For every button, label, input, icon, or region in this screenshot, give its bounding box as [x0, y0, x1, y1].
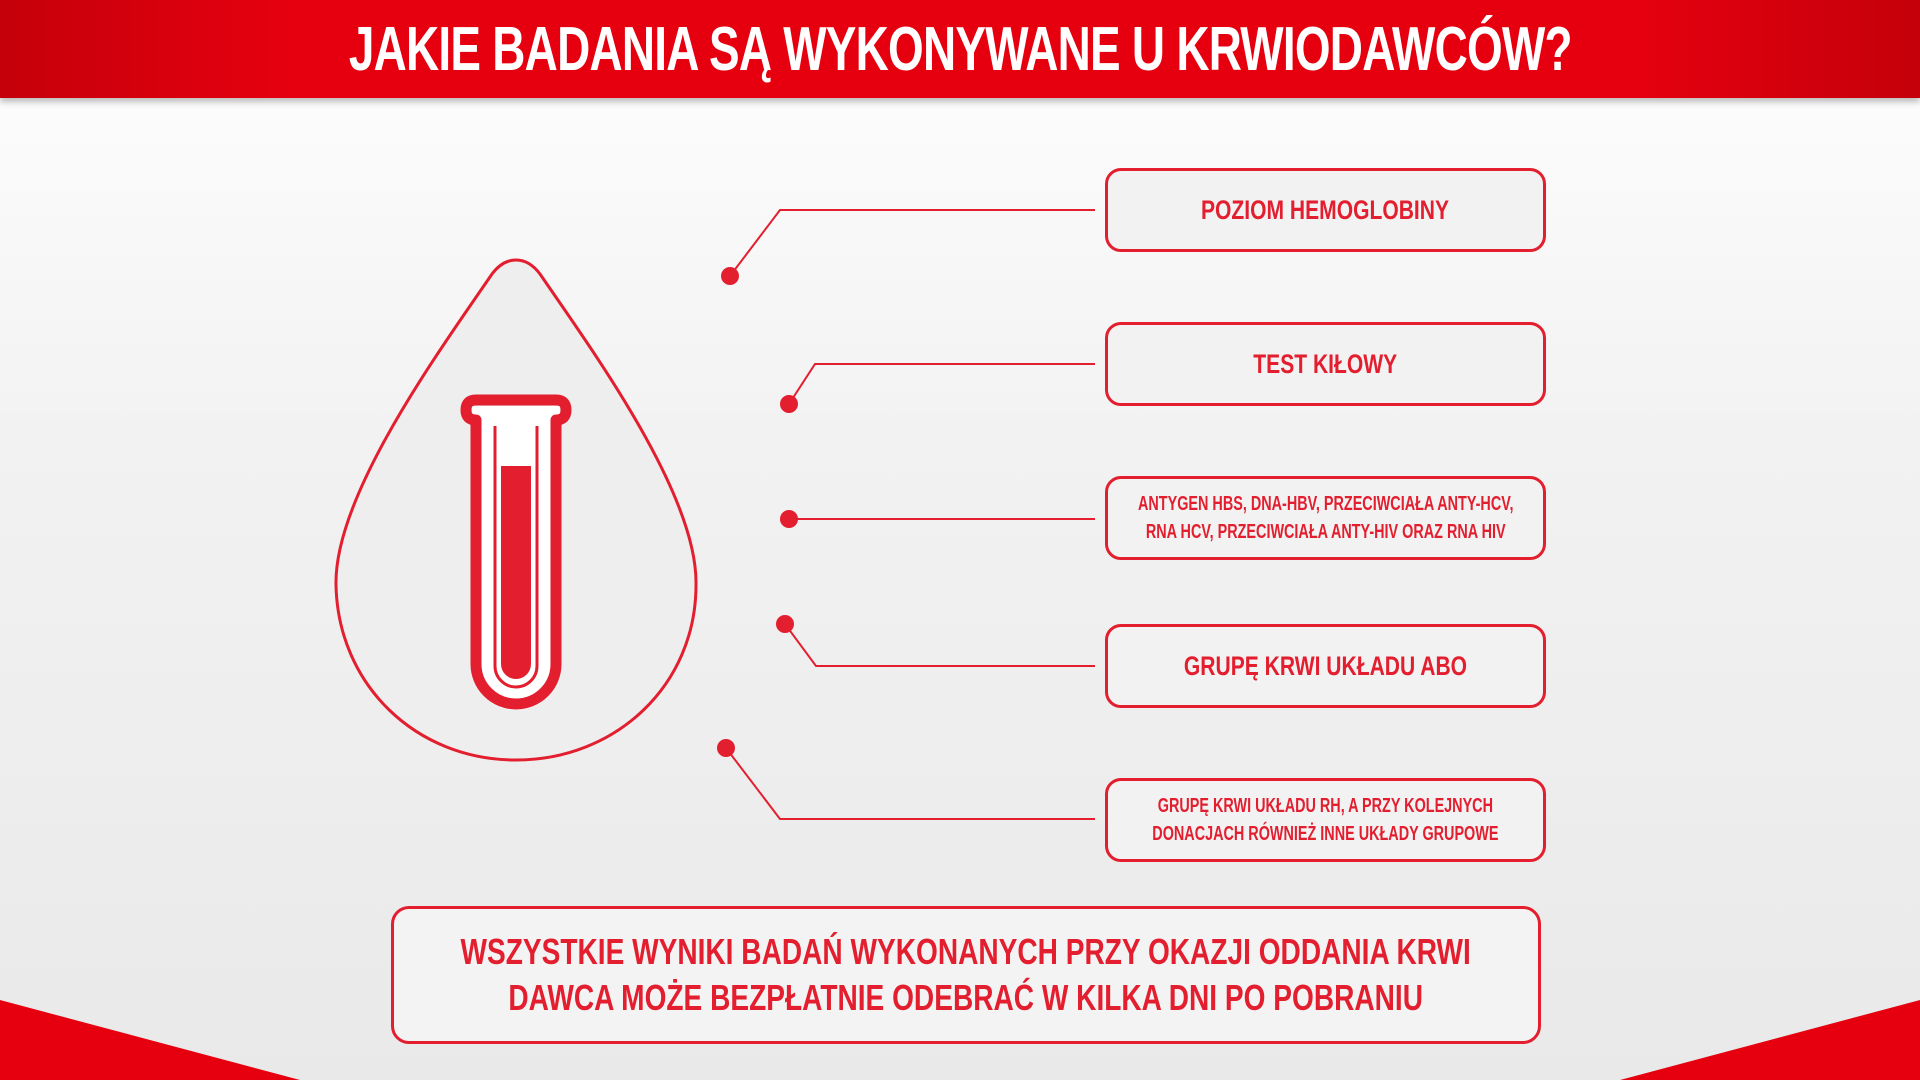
- results-note-text: [461, 929, 1471, 1021]
- test-box-viral-markers: [1105, 476, 1546, 560]
- test-box-line: RNA HCV, PRZECIWCIAŁA ANTY-HIV ORAZ RNA HIV: [1145, 521, 1506, 543]
- test-box-hemoglobin: [1105, 168, 1546, 252]
- test-box-syphilis: [1105, 322, 1546, 406]
- results-note-line-2: DAWCA MOŻE BEZPŁATNIE ODEBRAĆ W KILKA DNI PO POBRANIU: [508, 977, 1424, 1018]
- test-box-line: DONACJACH RÓWNIEŻ INNE UKŁADY GRUPOWE: [1152, 823, 1499, 845]
- test-box-rh-group: [1105, 778, 1546, 862]
- corner-decoration-right: [1620, 1000, 1920, 1080]
- results-note-line-1: WSZYSTKIE WYNIKI BADAŃ WYKONANYCH PRZY OKAZJI ODDANIA KRWI: [460, 931, 1472, 972]
- page-title: JAKIE BADANIA SĄ WYKONYWANE U KRWIODAWCÓW?: [348, 14, 1572, 84]
- test-box-line: ANTYGEN HBS, DNA-HBV, PRZECIWCIAŁA ANTY-HCV,: [1137, 493, 1514, 515]
- test-box-label: GRUPĘ KRWI UKŁADU ABO: [1183, 650, 1468, 681]
- test-box-label: [1152, 792, 1498, 848]
- results-note: [391, 906, 1541, 1044]
- header-bar: [0, 0, 1920, 98]
- test-tube-icon: [466, 400, 566, 710]
- test-box-label: POZIOM HEMOGLOBINY: [1201, 194, 1450, 225]
- test-box-line: GRUPĘ KRWI UKŁADU RH, A PRZY KOLEJNYCH: [1157, 795, 1494, 817]
- test-box-label: TEST KIŁOWY: [1253, 348, 1398, 379]
- test-box-abo-group: [1105, 624, 1546, 708]
- corner-decoration-left: [0, 1000, 300, 1080]
- test-box-label: [1138, 490, 1513, 546]
